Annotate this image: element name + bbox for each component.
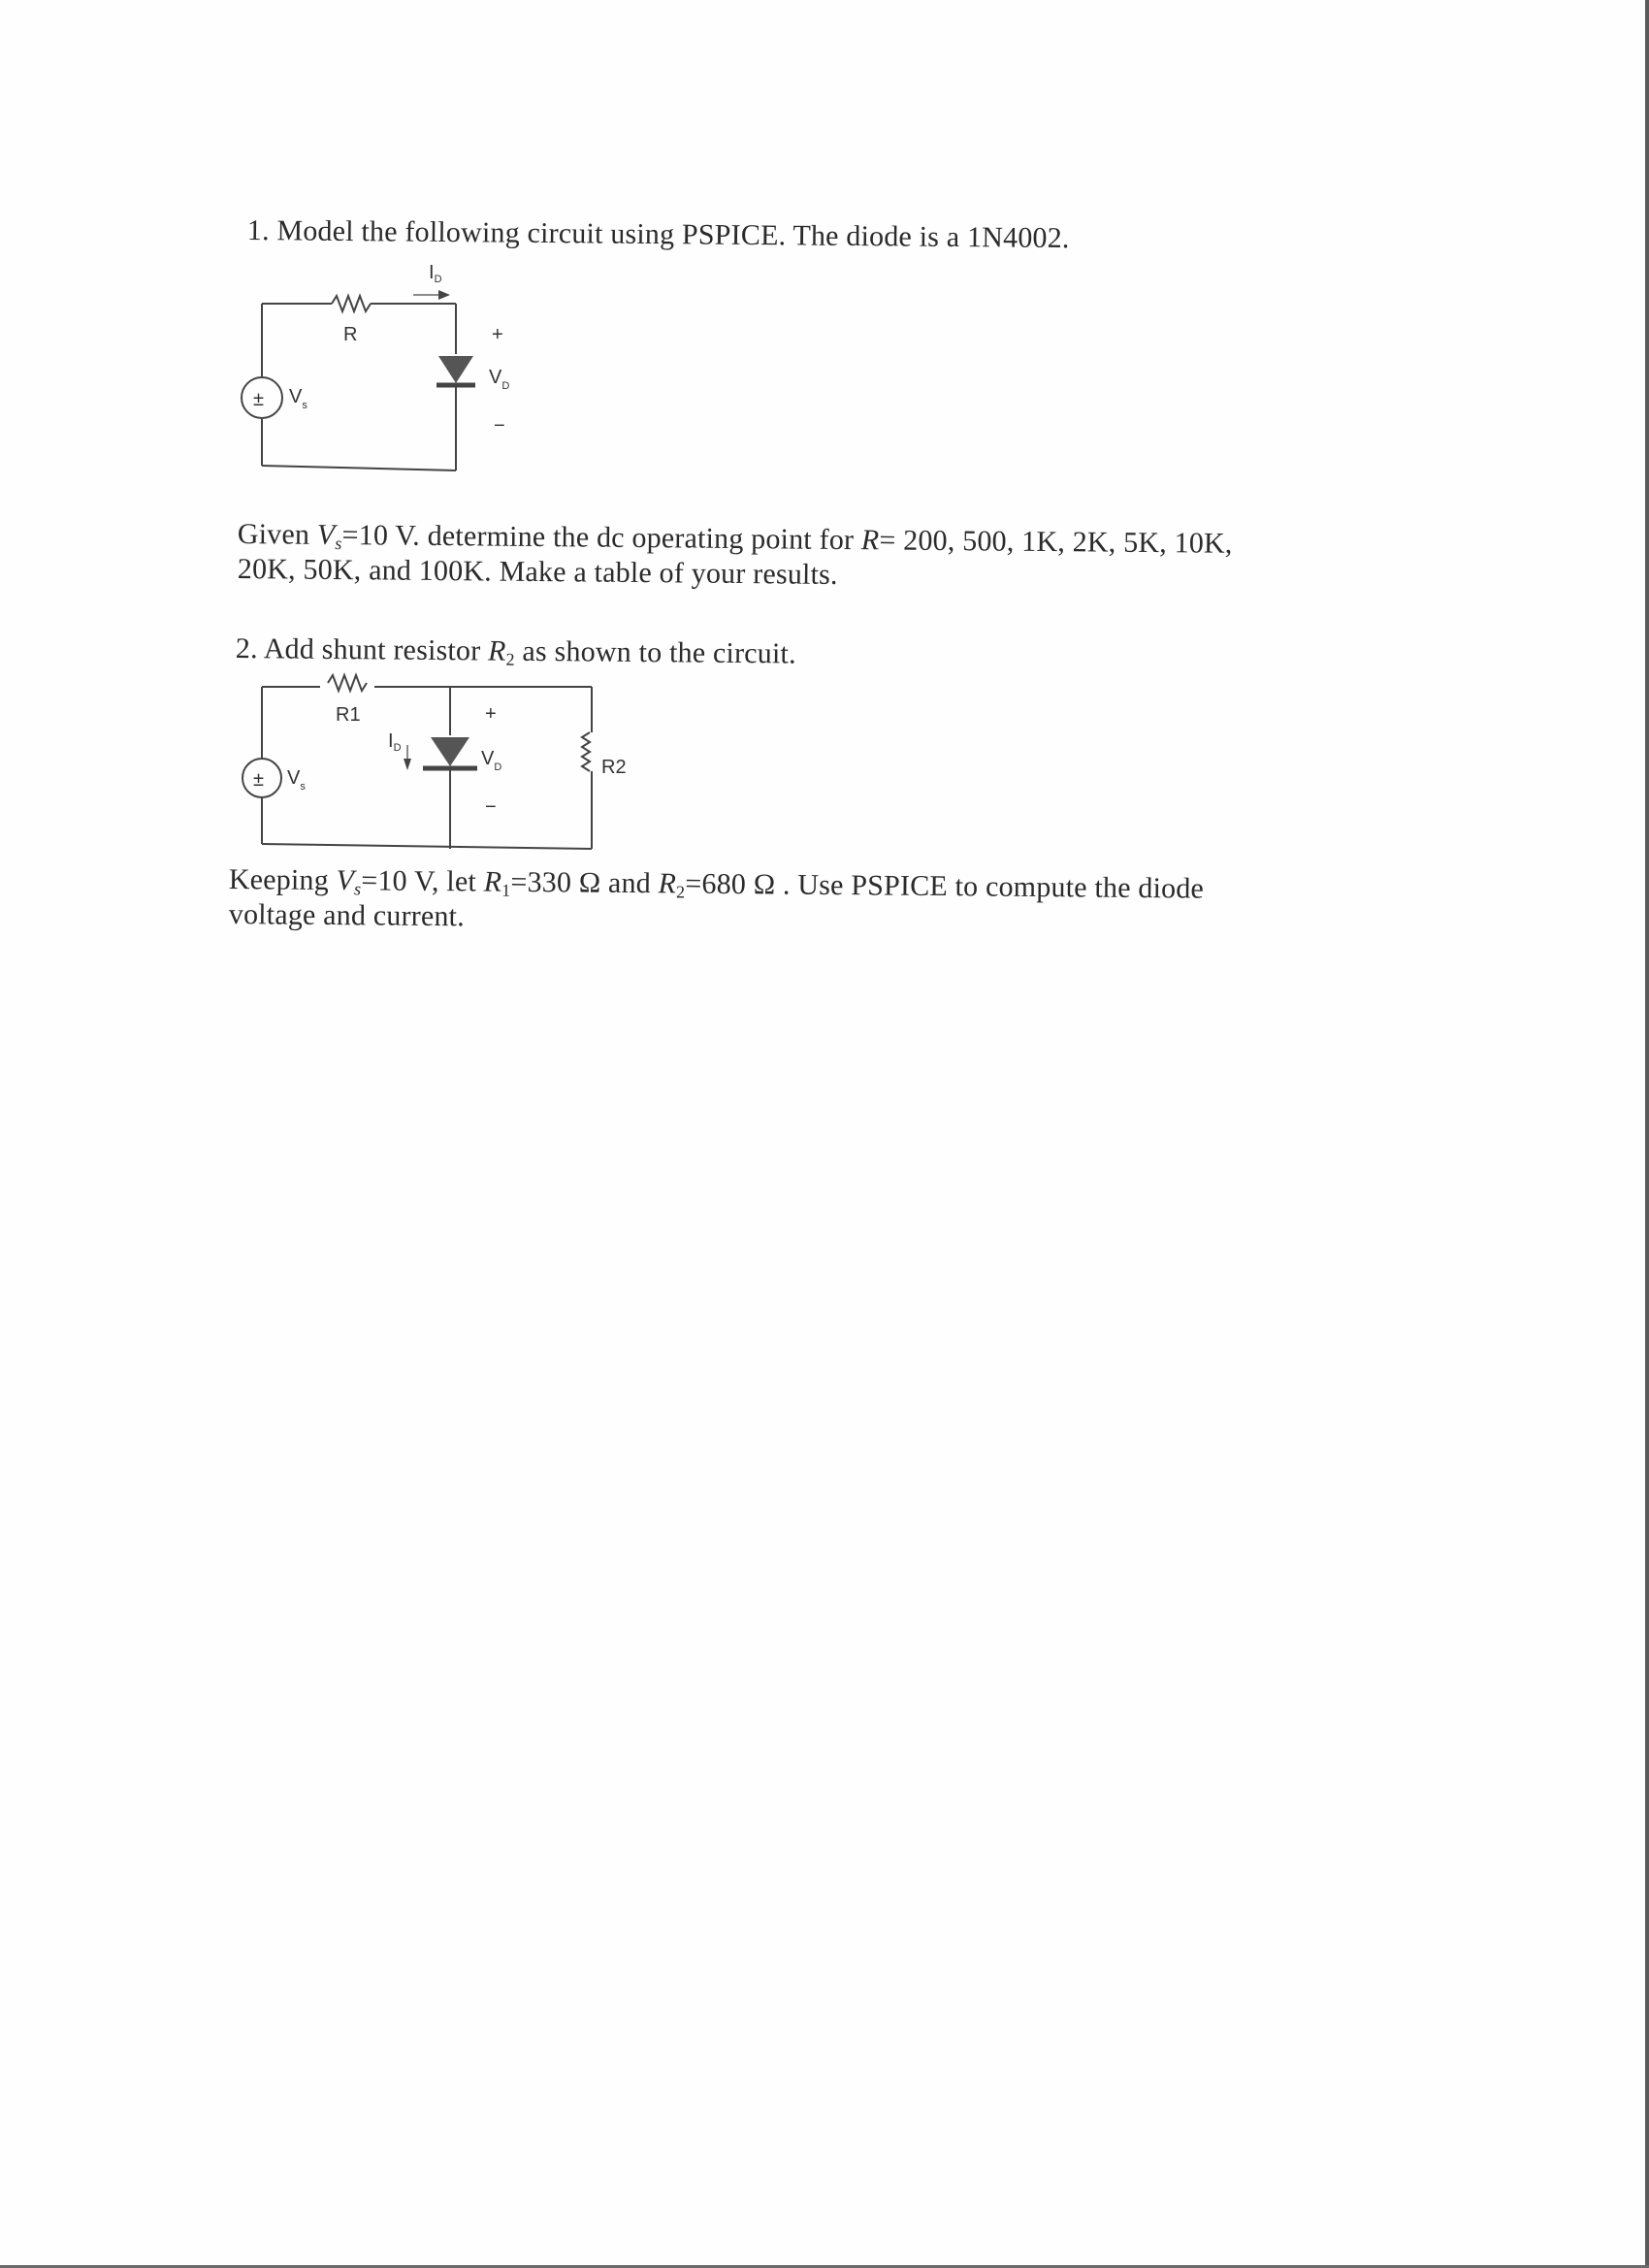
circuit-1-current-label: $I_D$ [429,262,442,285]
circuit-2-resistor-r1 [328,675,367,691]
problem-2-instructions-line-1: Keeping $V_s=10$ V, let $R_1=330$ Ω and $R_2=680$ Ω . Use PSPICE to compute the diode [228,862,1205,905]
circuit-2-source-label: $V_s$ [287,767,306,793]
circuit-1-source-symbol: ± [253,389,264,410]
scan-edge-right [1645,0,1649,2268]
problem-2-number: 2. [235,632,258,665]
problem-1-given-line-1: Given $V_s=10$ V. determine the dc operating point for R= 200, 500, 1K, 2K, 5K, 10K, [237,517,1233,560]
circuit-2-plus-sign: + [485,703,497,725]
circuit-1-source-label: $V_s$ [289,386,307,411]
problem-2-instructions-line-2: voltage and current. [228,897,466,933]
circuit-2-current-label: $I_D$ [388,730,402,754]
circuit-2-r2-label: R2 [601,757,627,778]
circuit-2-diode-icon [431,737,469,766]
circuit-2-voltage-label: $V_D$ [481,748,502,773]
circuit-1-plus-sign: + [492,324,503,345]
circuit-1-minus-sign: − [494,415,505,437]
circuit-1-bottom-wire [262,466,456,470]
circuit-1-current-arrow-head [438,290,450,300]
problem-1-number: 1. [246,213,270,247]
circuit-2-source-symbol: ± [253,769,264,791]
circuit-2-current-arrow-head [404,759,411,770]
circuit-2-bottom-wire [262,844,592,849]
circuit-1-diode-icon [438,356,473,383]
circuit-1-diagram [223,247,543,480]
circuit-1-voltage-label: $V_D$ [489,367,510,392]
circuit-1-resistor-label: R [343,324,358,345]
problem-1-text: Model the following circuit using PSPICE. The diode is a 1N4002. [276,214,1070,255]
circuit-2-diagram [223,669,630,863]
circuit-1-resistor-r [332,296,371,311]
circuit-2-r1-label: R1 [336,704,361,726]
problem-1-given-line-2: 20K, 50K, and 100K. Make a table of your results. [237,552,838,591]
circuit-2-minus-sign: − [485,796,497,818]
circuit-2-resistor-r2 [582,732,590,771]
problem-2-statement: 2. Add shunt resistor $R_2$ as shown to the circuit. [235,632,796,670]
